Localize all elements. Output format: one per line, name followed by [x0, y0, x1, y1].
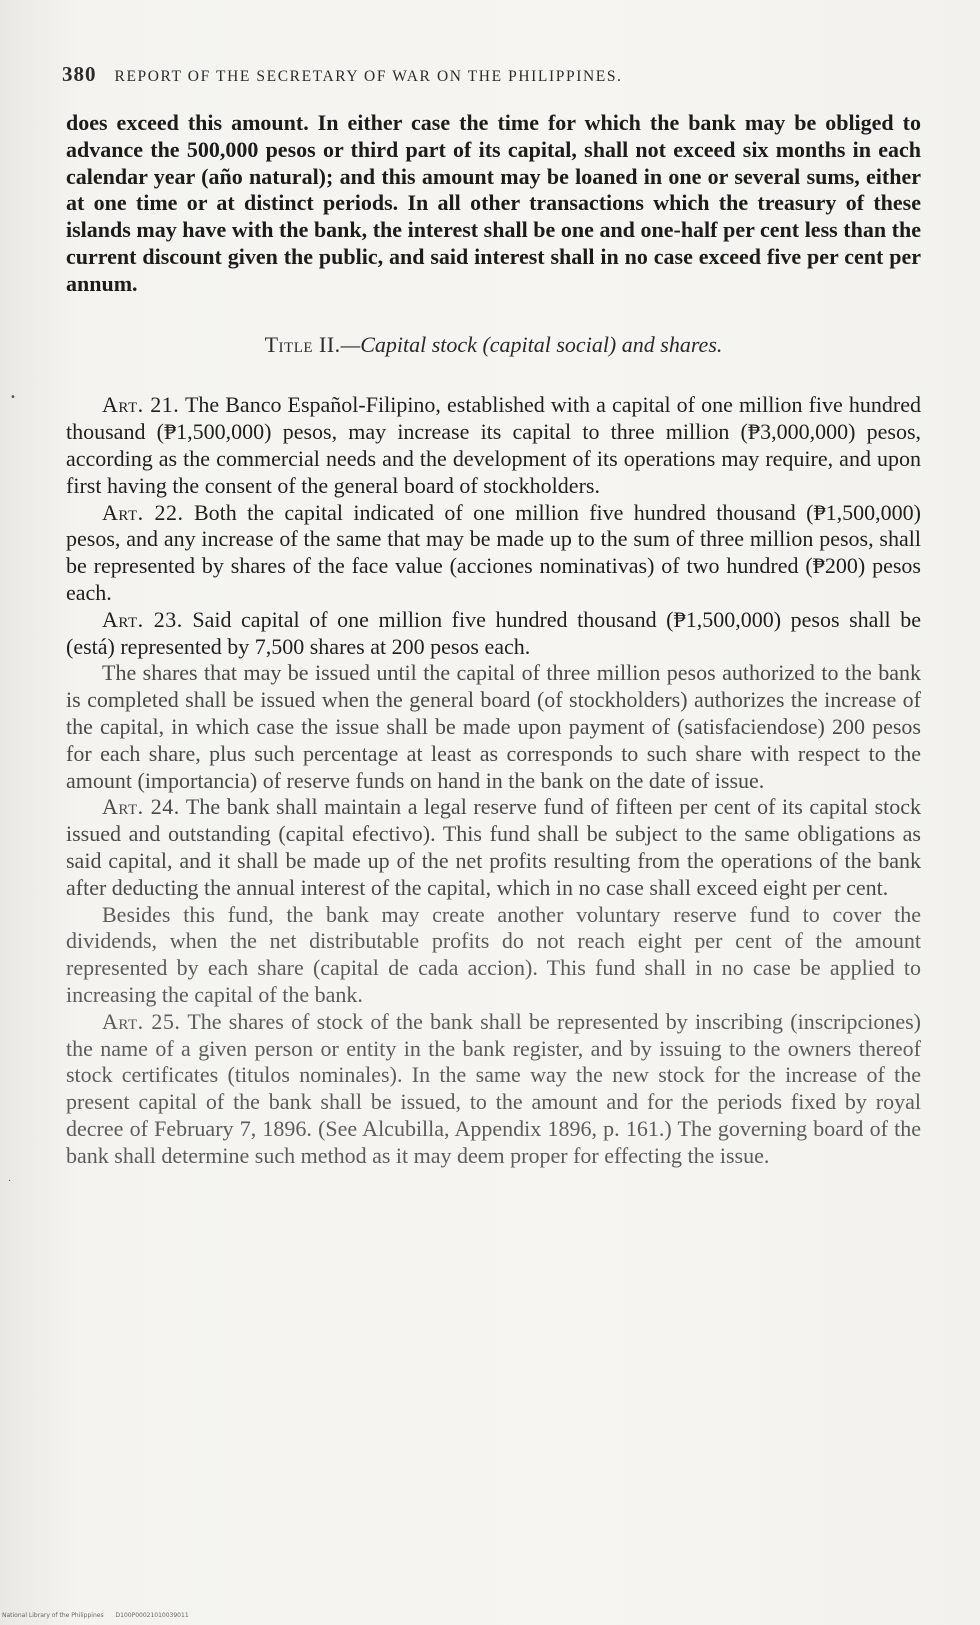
page-number: 380 — [62, 62, 97, 86]
article-25 — [66, 1009, 921, 1170]
margin-dot: • — [10, 392, 16, 403]
article-text: The Banco Español-Filipino, established with a capital of one million five hundred thousand (₱1,500,000) pesos, may increase its capital to three million (₱3,000,000) pesos, according as the commercial needs and the development of its operations may require, and upon first having the consent of the general board of stockholders. — [66, 392, 921, 498]
article-text: The bank shall maintain a legal reserve fund of fifteen per cent of its capital stock issued and outstanding (capital efectivo). This fund shall be subject to the same obligations as said capital, and it shall be made up of the net profits resulting from the operations of the bank after deducting the annual interest of the capital, which in no case shall exceed eight per cent. — [66, 794, 922, 900]
running-head: REPORT OF THE SECRETARY OF WAR ON THE PHILIPPINES. — [114, 68, 623, 85]
article-label: Art. 22. — [102, 499, 184, 525]
footer-institution: National Library of the Philippines — [2, 1612, 104, 1619]
paragraph-continued: does exceed this amount. In either case the time for which the bank may be obliged to advance the 500,000 pesos or third part of its capital, shall not exceed six months in each calendar year (año natural); and this amount may be loaned in one or several sums, either at one time or at distinct periods. In all other transactions which the treasury of these islands may have with the bank, the interest shall be one and one-half per cent less than the current discount given the public, and said interest shall in no case exceed five per cent per annum. — [66, 110, 921, 296]
article-label: Art. 24. — [102, 794, 180, 820]
article-label: Art. 23. — [102, 606, 183, 632]
article-text: Both the capital indicated of one million five hundred thousand (₱1,500,000) pesos, and any increase of the same that may be made up to the sum of three million pesos, shall be represented by shares of the face value (acciones nominativas) of two hundred (₱200) pesos each. — [66, 499, 922, 605]
article-23 — [66, 607, 921, 661]
footer-code: D100P00021010039011 — [115, 1612, 189, 1619]
body-text — [66, 110, 921, 1169]
scan-footer — [2, 1612, 199, 1619]
article-21 — [66, 392, 921, 499]
margin-tick: · — [8, 1176, 12, 1187]
page-header — [62, 62, 922, 87]
article-text: Said capital of one million five hundred thousand (₱1,500,000) pesos shall be (está) represented by 7,500 shares at 200 pesos each. — [66, 606, 922, 659]
section-title — [66, 332, 921, 359]
article-24-continued: Besides this fund, the bank may create another voluntary reserve fund to cover the dividends, when the net distributable profits do not reach eight per cent of the amount represented by each share (capital de cada accion). This fund shall in no case be applied to increasing the capital of the bank. — [66, 901, 921, 1007]
article-22 — [66, 500, 921, 607]
section-title-subtitle: —Capital stock (capital social) and shares. — [340, 331, 723, 357]
article-23-continued: The shares that may be issued until the capital of three million pesos authorized to the bank is completed shall be issued when the general board (of stockholders) authorizes the increase of the capital, in which case the issue shall be made upon payment of (satisfaciendose) 200 pesos for each share, plus such percentage at least as corresponds to such share with respect to the amount (importancia) of reserve funds on hand in the bank on the date of issue. — [66, 660, 921, 793]
article-label: Art. 25. — [102, 1008, 181, 1034]
article-label: Art. 21. — [102, 392, 180, 418]
article-text: The shares of stock of the bank shall be represented by inscribing (inscripciones) the name of a given person or entity in the bank register, and by issuing to the owners thereof stock certificates (titulos nominales). In the same way the new stock for the increase of the present capital of the bank shall be issued, to the amount and for the periods fixed by royal decree of February 7, 1896. (See Alcubilla, Appendix 1896, p. 161.) The governing board of the bank shall determine such method as it may deem proper for effecting the issue. — [66, 1008, 921, 1168]
article-24 — [66, 794, 921, 901]
section-title-label: Title II. — [264, 331, 341, 357]
